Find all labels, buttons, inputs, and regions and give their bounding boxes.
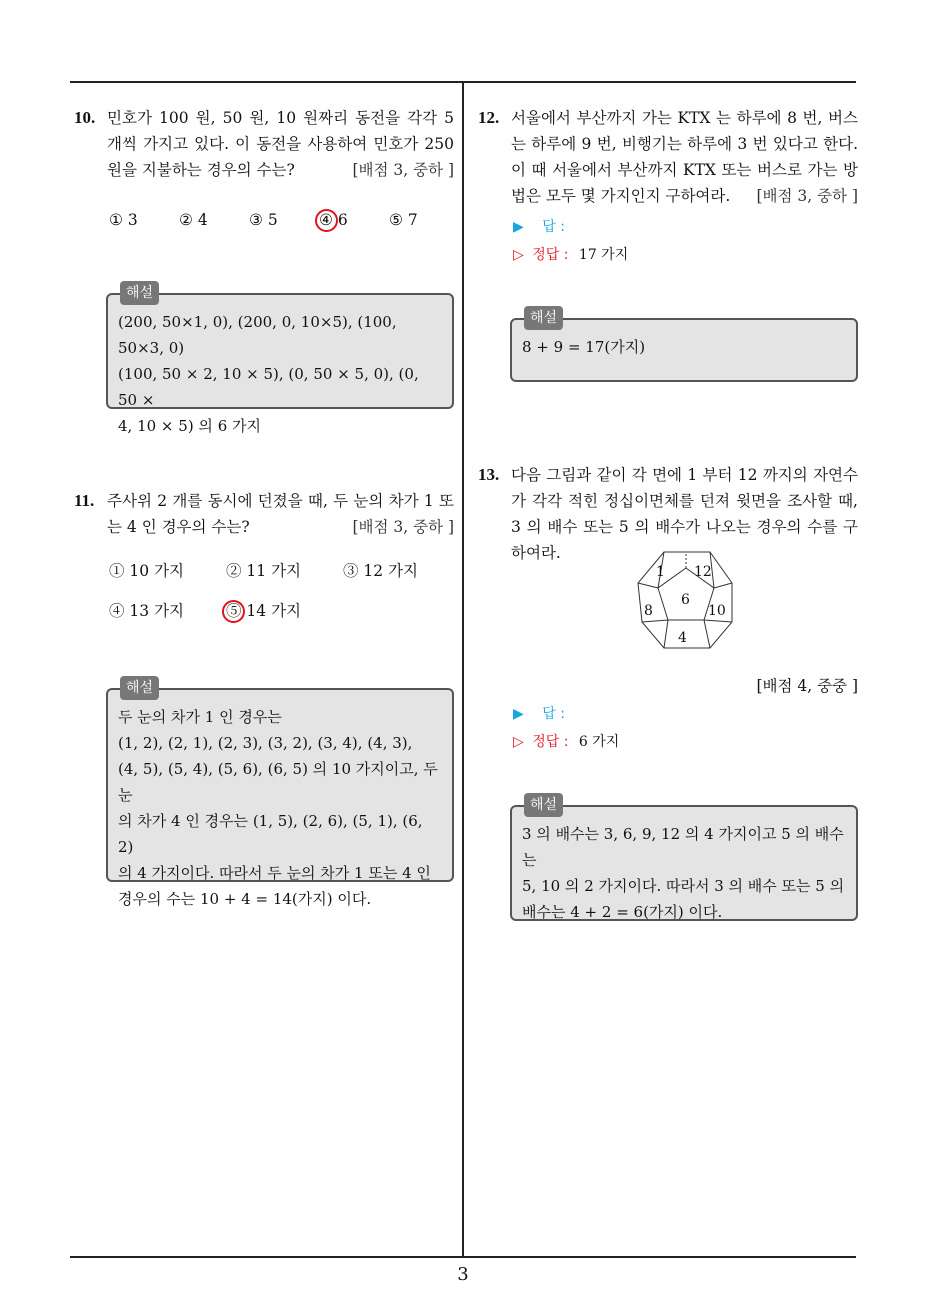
explanation-box-10 (106, 285, 454, 435)
choice-3[interactable]: ③ 12 가지 (343, 562, 419, 580)
explanation-line: 의 차가 4 인 경우는 (1, 5), (2, 6), (5, 1), (6, 2) (118, 812, 423, 856)
dodecahedron-figure (634, 548, 738, 654)
score-label: [배점 4, 중중 ] (756, 677, 858, 695)
choice-list (109, 207, 454, 237)
answer-arrow-icon: ▶ (513, 706, 524, 722)
page-number: 3 (457, 1264, 469, 1285)
bottom-rule (70, 1256, 856, 1258)
explanation-line: 배수는 4 + 2 = 6(가지) 이다. (522, 903, 723, 921)
choice-list (109, 558, 454, 588)
question-text: 주사위 2 개를 동시에 던졌을 때, 두 눈의 차가 1 또는 4 인 경우의 수는? (107, 492, 454, 536)
explanation-line: (200, 50×1, 0), (200, 0, 10×5), (100, 50×3, 0) (118, 313, 397, 357)
score-label: [배점 3, 중하 ] (352, 518, 454, 536)
choice-list (109, 598, 454, 628)
answer-line (513, 700, 619, 728)
choice-4[interactable]: ④ 6 (319, 207, 348, 233)
question-text: 민호가 100 원, 50 원, 10 원짜리 동전을 각각 5 개씩 가지고 있다. 이 동전을 사용하여 민호가 250 원을 지불하는 경우의 수는? (107, 109, 454, 179)
face-label: 10 (708, 603, 726, 619)
explanation-line: 5, 10 의 2 가지이다. 따라서 3 의 배수 또는 5 의 (522, 877, 845, 895)
correct-value: 17 가지 (578, 247, 629, 263)
explanation-tag: 해설 (524, 793, 563, 817)
explanation-box-11 (106, 680, 454, 908)
explanation-line: (1, 2), (2, 1), (2, 3), (3, 2), (3, 4), (4, 3), (118, 734, 413, 752)
explanation-tag: 해설 (120, 676, 159, 700)
answer-line (513, 213, 858, 241)
correct-value: 6 가지 (578, 734, 620, 750)
explanation-box-12 (510, 310, 858, 382)
explanation-line: 경우의 수는 10 + 4 = 14(가지) 이다. (118, 890, 372, 908)
question-number: 12. (478, 108, 500, 127)
explanation-line: 3 의 배수는 3, 6, 9, 12 의 4 가지이고 5 의 배수는 (522, 825, 844, 869)
answer-arrow-icon: ▶ (513, 219, 524, 235)
explanation-line: 두 눈의 차가 1 인 경우는 (118, 708, 282, 726)
choice-4[interactable]: ④ 13 가지 (109, 602, 185, 620)
face-label: 1 (656, 564, 665, 580)
choice-1[interactable]: ① 10 가지 (109, 562, 185, 580)
correct-arrow-icon: ▷ (513, 734, 524, 750)
answer-label: 답 : (542, 219, 565, 235)
choice-5[interactable]: ⑤ 7 (389, 211, 418, 229)
correct-label: 정답 : (532, 247, 569, 263)
choice-2[interactable]: ② 4 (179, 211, 208, 229)
face-label: 6 (681, 592, 690, 608)
score-label: [배점 3, 중하 ] (352, 161, 454, 179)
question-number: 10. (74, 108, 96, 127)
question-number: 13. (478, 465, 500, 484)
question-text: 다음 그림과 같이 각 면에 1 부터 12 까지의 자연수가 각각 적힌 정십이면체를 던져 윗면을 조사할 때, 3 의 배수 또는 5 의 배수가 나오는 경우의 수를 구하여라. (511, 466, 858, 562)
explanation-box-13 (510, 797, 858, 921)
correct-label: 정답 : (532, 734, 569, 750)
selected-circle-mark (315, 209, 338, 232)
choice-1[interactable]: ① 3 (109, 211, 138, 229)
explanation-line: 의 4 가지이다. 따라서 두 눈의 차가 1 또는 4 인 (118, 864, 431, 882)
question-10 (74, 105, 454, 237)
correct-answer-line (513, 728, 619, 756)
face-label: 4 (678, 630, 687, 646)
question-11 (74, 488, 454, 628)
column-divider (462, 82, 464, 1258)
answer-label: 답 : (542, 706, 565, 722)
face-label: 8 (644, 603, 653, 619)
face-label: 12 (694, 564, 712, 580)
selected-circle-mark (222, 600, 245, 623)
score-label: [배점 3, 중하 ] (756, 187, 858, 205)
question-number: 11. (74, 491, 95, 510)
choice-2[interactable]: ② 11 가지 (226, 562, 302, 580)
correct-answer-line (513, 241, 858, 269)
explanation-line: 8 + 9 = 17(가지) (522, 338, 646, 356)
explanation-tag: 해설 (120, 281, 159, 305)
correct-arrow-icon: ▷ (513, 247, 524, 263)
question-text: 서울에서 부산까지 가는 KTX 는 하루에 8 번, 버스는 하루에 9 번, 비행기는 하루에 3 번 있다고 한다. 이 때 서울에서 부산까지 KTX 또는 버스로 가는 방법은 모두 몇 가지인지 구하여라. (511, 109, 858, 205)
explanation-line: 4, 10 × 5) 의 6 가지 (118, 417, 261, 435)
explanation-tag: 해설 (524, 306, 563, 330)
explanation-line: (100, 50 × 2, 10 × 5), (0, 50 × 5, 0), (0, 50 × (118, 365, 419, 409)
explanation-line: (4, 5), (5, 4), (5, 6), (6, 5) 의 10 가지이고, 두 눈 (118, 760, 438, 804)
choice-5[interactable]: ⑤ 14 가지 (226, 598, 301, 624)
choice-3[interactable]: ③ 5 (249, 211, 278, 229)
question-12 (478, 105, 858, 269)
